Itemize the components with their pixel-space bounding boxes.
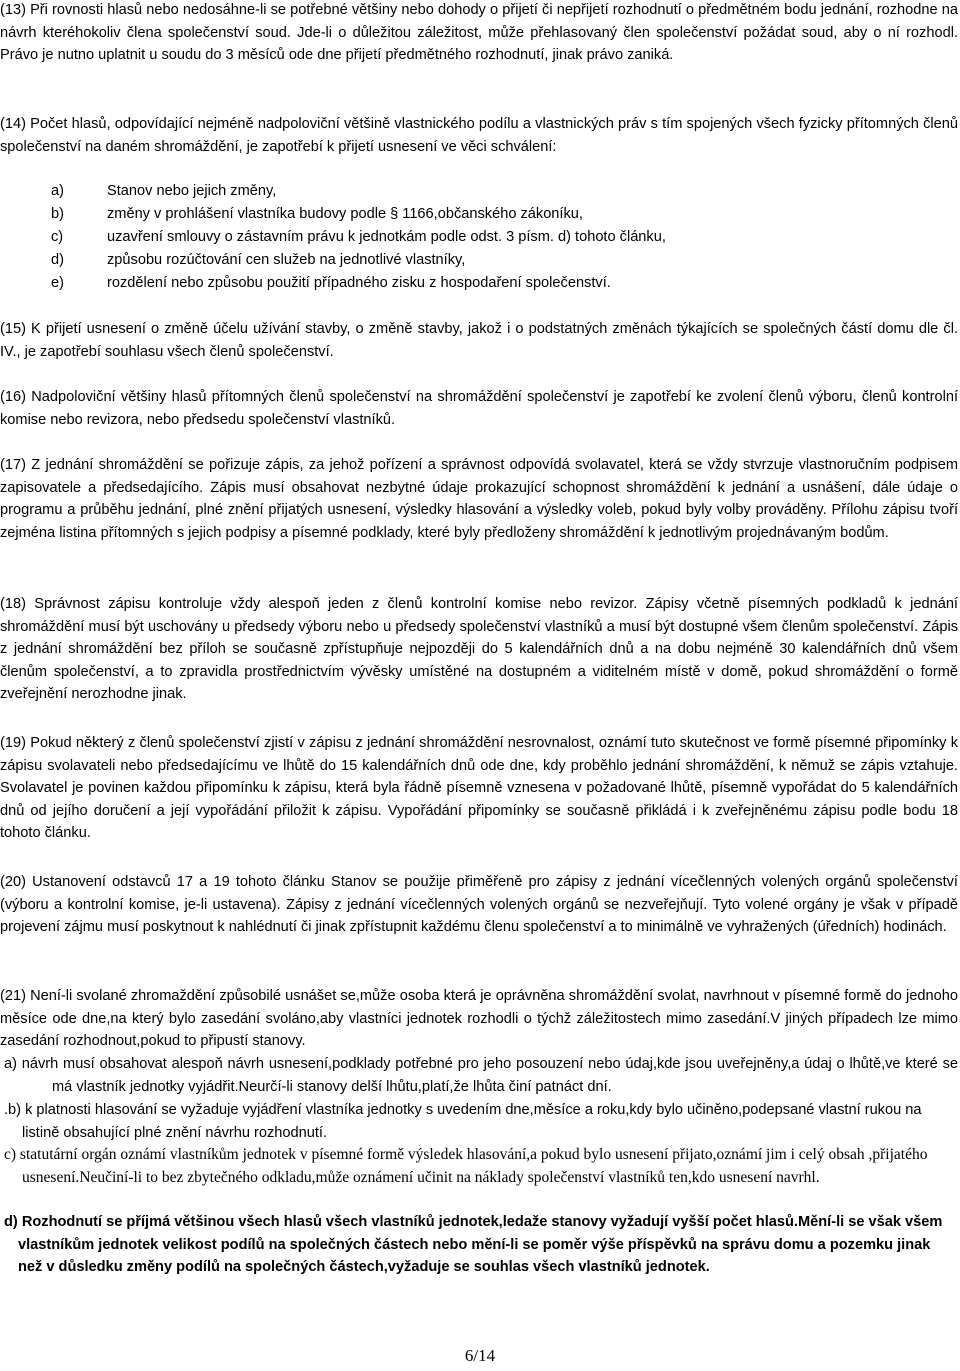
paragraph-16: (16) Nadpoloviční většiny hlasů přítomných členů společenství na shromáždění společenství je zapotřebí ke zvolení členů výboru, členů kontrolní komise nebo revizora, nebo předsedu společenství vlastníků. — [0, 389, 958, 428]
list-item: a) Stanov nebo jejich změny, — [51, 183, 277, 199]
list-item: b) změny v prohlášení vlastníka budovy podle § 1166,občanského zákoníku, — [51, 206, 583, 222]
paragraph-20: (20) Ustanovení odstavců 17 a 19 tohoto článku Stanov se použije přiměřeně pro zápisy z jednání vícečlenných volených orgánů společenství (výboru a kontrolní komise, je-li ustavena). Zápisy z jednání vícečlenných volených orgánů se nezveřejňují. Tyto volené orgány je však v případě projevení zájmu musí poskytnout k nahlédnutí či jinak zpřístupnit každému členu společenství a to minimálně ve vyhražených (úředních) hodinách. — [0, 874, 958, 935]
paragraph-21-a: a) návrh musí obsahovat alespoň návrh usnesení,podklady potřebné pro jeho posouzení nebo údaj,kde jsou uveřejněny,a údaj o lhůtě,ve které se má vlastník jednotky vyjádřit.Neurčí-li stanovy delší lhůtu,platí,že lhůta činí patnáct dní. — [4, 1056, 958, 1095]
list-item: d) způsobu rozúčtování cen služeb na jednotlivé vlastníky, — [51, 252, 466, 268]
paragraph-19: (19) Pokud některý z členů společenství zjistí v zápisu z jednání shromáždění nesrovnalost, oznámí tuto skutečnost ve formě písemné připomínky k zápisu svolavateli nebo předsedajícímu ve lhůtě do 15 kalendářních dnů ode dne, kdy proběhlo jednání shromáždění, k němuž se zápis vztahuje. Svolavatel je povinen každou připomínku k zápisu, která byla řádně písemně vznesena v požadované lhůtě, písemně vypořádat do 5 kalendářních dnů od jejího doručení a její vypořádání přiložit k zápisu. Vypořádání připomínky se současně přikládá i k zveřejněnému zápisu podle bodu 18 tohoto článku. — [0, 735, 958, 841]
paragraph-13: (13) Při rovnosti hlasů nebo nedosáhne-li se potřebné většiny nebo dohody o přijetí či nepřijetí rozhodnutí o předmětném bodu jednání, rozhodne na návrh kteréhokoliv člena společenství soud. Jde-li o důležitou záležitost, může přehlasovaný člen společenství požádat soud, aby o ní rozhodl. Právo je nutno uplatnit u soudu do 3 měsíců ode dne přijetí předmětného rozhodnutí, jinak právo zaniká. — [0, 2, 958, 63]
paragraph-14: (14) Počet hlasů, odpovídající nejméně nadpoloviční většině vlastnického podílu a vlastnických práv s tím spojených všech fyzicky přítomných členů společenství na daném shromáždění, je zapotřebí k přijetí usnesení ve věci schválení: — [0, 116, 958, 155]
paragraph-21-b: .b) k platnosti hlasování se vyžaduje vyjádření vlastníka jednotky s uvedením dne,měsíce a roku,kdy bylo učiněno,podepsané vlastní rukou na listině obsahující plné znění návrhu rozhodnutí. — [4, 1102, 922, 1141]
paragraph-21-c: c) statutární orgán oznámí vlastníkům jednotek v písemné formě výsledek hlasování,a pokud bylo usnesení přijato,oznámí jim i celý obsah ,přijatého usnesení.Neučiní-li to bez zbytečného odkladu,může oznámení učinit na náklady společenství vlastníků ten,kdo usnesení navrhl. — [4, 1146, 928, 1186]
list-item: e) rozdělení nebo způsobu použití případného zisku z hospodaření společenství. — [51, 275, 611, 291]
paragraph-21-d: d) Rozhodnutí se příjmá většinou všech hlasů všech vlastníků jednotek,ledaže stanovy vyžadují vyšší počet hlasů.Mění-li se však všem vlastníkům jednotek velikost podílů na společných částech nebo mění-li se poměr výše příspěvků na správu domu a pozemku jinak než v důsledku změny podílů na společných částech,vyžaduje se souhlas všech vlastníků jednotek. — [4, 1214, 943, 1275]
paragraph-18: (18) Správnost zápisu kontroluje vždy alespoň jeden z členů kontrolní komise nebo revizor. Zápisy včetně písemných podkladů k jednání shromáždění musí být uschovány u předsedy výboru nebo u předsedy společenství vlastníků a musí být dostupné všem členům společenství. Zápis z jednání shromáždění bez příloh se současně zpřístupňuje nejpozději do 5 kalendářních dnů a na dobu nejméně 30 kalendářních dnů všem členům společenství, a to zpravidla prostřednictvím vývěsky umístěné na dostupném a viditelném místě v domě, pokud shromáždění o formě zveřejnění nerozhodne jinak. — [0, 596, 958, 702]
paragraph-17: (17) Z jednání shromáždění se pořizuje zápis, za jehož pořízení a správnost odpovídá svolavatel, která se vždy stvrzuje vlastnoručním podpisem zapisovatele a předsedajícího. Zápis musí obsahovat nezbytné údaje prokazující schopnost shromáždění k jednání a usnášení, dále údaje o programu a průběhu jednání, plné znění přijatých usnesení, výsledky hlasování a výsledky voleb, pokud byly volby prováděny. Přílohu zápisu tvoří zejména listina přítomných s jejich podpisy a písemné podklady, které byly předloženy shromáždění k jednotlivým projednávaným bodům. — [0, 457, 958, 541]
page-number: 6/14 — [464, 1346, 496, 1365]
paragraph-15: (15) K přijetí usnesení o změně účelu užívání stavby, o změně stavby, jakož i o podstatných změnách týkajících se společných částí domu dle čl. IV., je zapotřebí souhlasu všech členů společenství. — [0, 321, 958, 360]
paragraph-21: (21) Není-li svolané zhromaždění způsobilé usnášet se,může osoba která je oprávněna shromáždění svolat, navrhnout v písemné formě do jednoho měsíce ode dne,na který bylo zasedání svoláno,aby vlastníci jednotek rozhodli o týchž záležitostech mimo zasedání.V jiných případech lze mimo zasedání rozhodnout,pokud to připustí stanovy. — [0, 988, 958, 1049]
list-item: c) uzavření smlouvy o zástavním právu k jednotkám podle odst. 3 písm. d) tohoto článku, — [51, 229, 666, 245]
